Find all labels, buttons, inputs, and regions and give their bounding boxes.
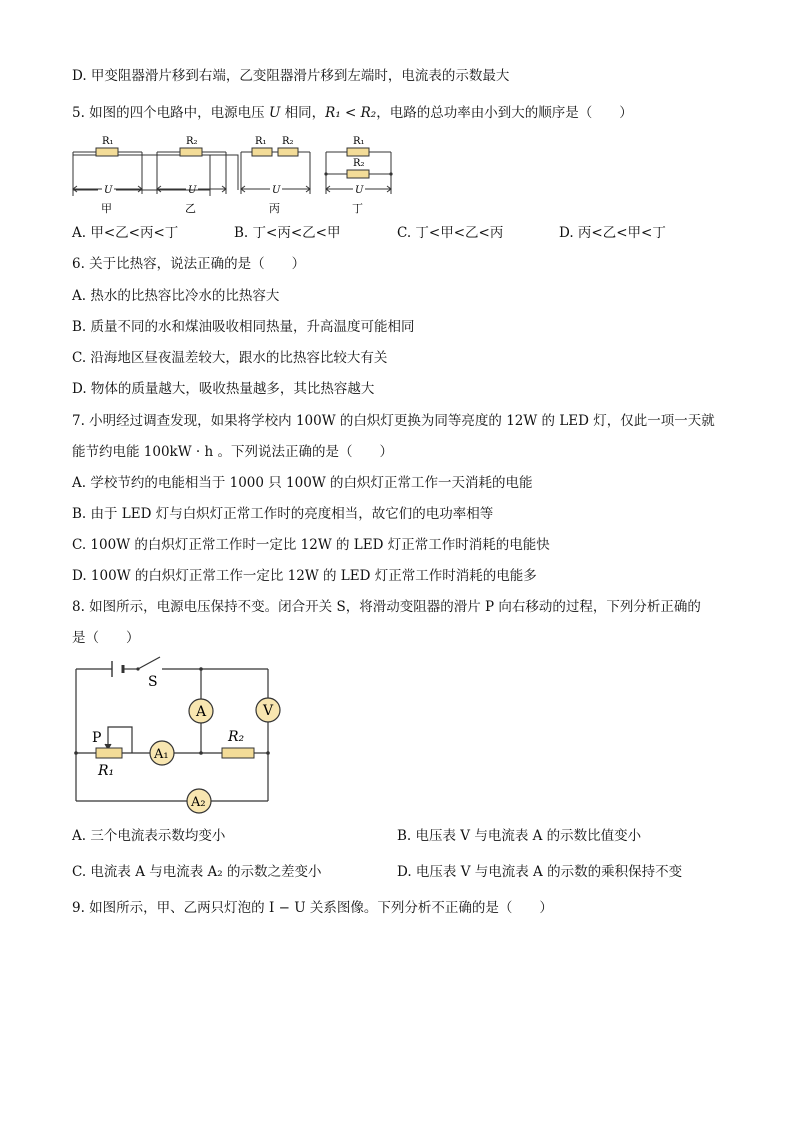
q9-stem: 9. 如图所示，甲、乙两只灯泡的 I − U 关系图像。下列分析不正确的是（ ）	[72, 900, 553, 916]
q5-bing-r1-label: R₁	[255, 136, 267, 147]
q8-options-row1	[72, 827, 732, 845]
meter-a-label: A	[196, 704, 207, 720]
q6-option-c: C. 沿海地区昼夜温差较大，跟水的比热容比较大有关	[72, 350, 388, 366]
q5-option-c: C. 丁<甲<乙<丙	[397, 225, 504, 241]
q5-stem-mid: 相同，	[280, 105, 326, 121]
q5-yi-label: 乙	[185, 202, 196, 214]
q5-option-b: B. 丁<丙<乙<甲	[234, 225, 341, 241]
q7-option-d: D. 100W 的白炽灯正常工作一定比 12W 的 LED 灯正常工作时消耗的电能多	[72, 568, 537, 584]
q5-stem	[72, 104, 633, 122]
q5-ding-label: 丁	[352, 202, 363, 214]
q8-option-b: B. 电压表 V 与电流表 A 的示数比值变小	[397, 828, 642, 844]
q5-jia-u-label: U	[104, 185, 113, 196]
resistor-icon	[180, 148, 202, 156]
q5-circuit-jia	[72, 132, 144, 214]
rheostat-r1-icon	[96, 748, 122, 758]
q8-stem-line2: 是（ ）	[72, 630, 140, 646]
meter-a1-label: A₁	[154, 747, 169, 762]
meter-a2-label: A₂	[191, 795, 206, 810]
q5-jia-label: 甲	[101, 202, 112, 214]
meter-v-label: V	[263, 703, 274, 719]
q5-ding-r2-label: R₂	[353, 158, 365, 169]
q6-option-b: B. 质量不同的水和煤油吸收相同热量，升高温度可能相同	[72, 319, 415, 335]
resistor-icon	[347, 148, 369, 156]
q4-option-d: D. 甲变阻器滑片移到右端，乙变阻器滑片移到左端时，电流表的示数最大	[72, 68, 510, 84]
q7-option-b: B. 由于 LED 灯与白炽灯正常工作时的亮度相当，故它们的电功率相等	[72, 506, 494, 522]
q5-option-a: A. 甲<乙<丙<丁	[72, 225, 179, 241]
q6-option-a: A. 热水的比热容比冷水的比热容大	[72, 288, 280, 304]
r1-label: R₁	[98, 763, 115, 779]
q7-option-c: C. 100W 的白炽灯正常工作时一定比 12W 的 LED 灯正常工作时消耗的电能快	[72, 537, 550, 553]
q5-stem-post: ，电路的总功率由小到大的顺序是（ ）	[376, 105, 633, 121]
q5-bing-r2-label: R₂	[282, 136, 294, 147]
q5-bing-label: 丙	[269, 202, 280, 214]
q8-option-a: A. 三个电流表示数均变小	[72, 828, 226, 844]
q5-stem-compare: R₁ < R₂	[325, 105, 377, 121]
r2-label: R₂	[228, 729, 245, 745]
resistor-icon	[278, 148, 298, 156]
resistor-icon	[347, 170, 369, 178]
q5-circuit-yi	[156, 132, 228, 214]
q8-option-c: C. 电流表 A 与电流表 A₂ 的示数之差变小	[72, 864, 322, 880]
q5-jia-r-label: R₁	[102, 136, 114, 147]
q5-stem-u: U	[268, 105, 281, 121]
q5-circuit-bing	[240, 132, 312, 214]
q8-stem-line1: 8. 如图所示，电源电压保持不变。闭合开关 S，将滑动变阻器的滑片 P 向右移动的过程，下列分析正确的	[72, 599, 701, 615]
resistor-r2-icon	[222, 748, 254, 758]
q5-stem-pre: 5. 如图的四个电路中，电源电压	[72, 105, 269, 121]
q8-circuit-diagram	[70, 655, 292, 817]
q6-option-d: D. 物体的质量越大，吸收热量越多，其比热容越大	[72, 381, 375, 397]
q6-stem: 6. 关于比热容，说法正确的是（ ）	[72, 256, 306, 272]
q8-option-d: D. 电压表 V 与电流表 A 的示数的乘积保持不变	[397, 864, 683, 880]
q5-options	[72, 224, 732, 242]
q5-ding-u-label: U	[355, 185, 364, 196]
resistor-icon	[96, 148, 118, 156]
q5-option-d: D. 丙<乙<甲<丁	[559, 225, 666, 241]
q7-stem-line2: 能节约电能 100kW · h 。下列说法正确的是（ ）	[72, 444, 393, 460]
q5-yi-u-label: U	[188, 185, 197, 196]
q5-yi-r-label: R₂	[186, 136, 198, 147]
q7-stem-line1: 7. 小明经过调查发现，如果将学校内 100W 的白炽灯更换为同等亮度的 12W 的 LED 灯，仅此一项一天就	[72, 413, 715, 429]
switch-label: S	[148, 674, 158, 690]
slider-label: P	[92, 730, 102, 746]
q5-circuit-ding	[323, 132, 395, 214]
q7-option-a: A. 学校节约的电能相当于 1000 只 100W 的白炽灯正常工作一天消耗的电能	[72, 475, 533, 491]
q5-ding-r1-label: R₁	[353, 136, 365, 147]
resistor-icon	[252, 148, 272, 156]
q8-options-row2	[72, 863, 732, 881]
q5-bing-u-label: U	[272, 185, 281, 196]
